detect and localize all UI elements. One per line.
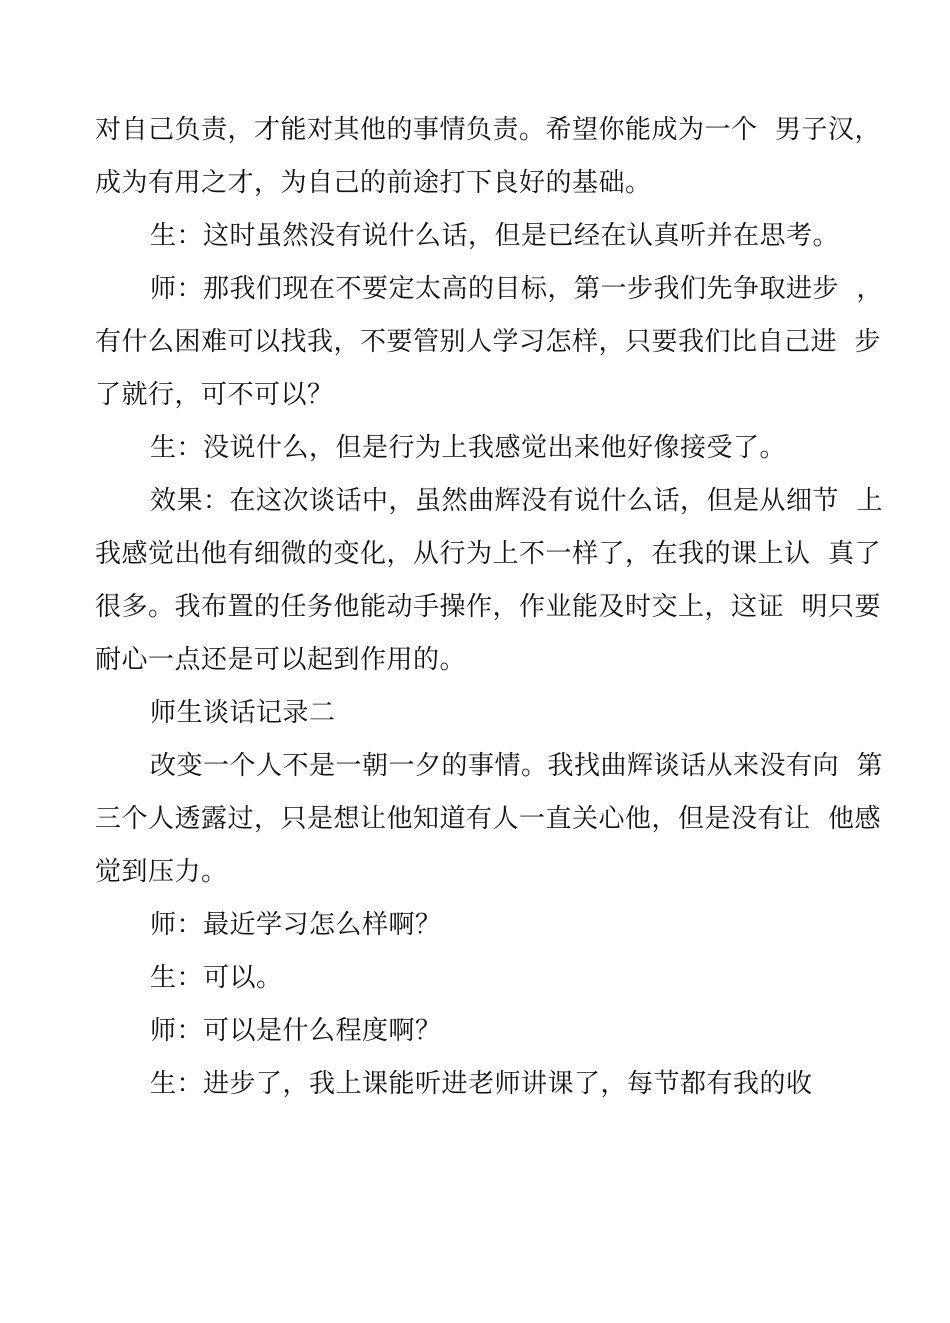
text-line-9: 我感觉出他有细微的变化，从行为上不一样了，在我的课上认 真了 <box>95 539 882 569</box>
text-line-14: 三个人透露过，只是想让他知道有人一直关心他，但是没有让 他感 <box>95 804 882 834</box>
text-line-5: 有什么困难可以找我，不要管别人学习怎样，只要我们比自己进 步 <box>95 327 882 357</box>
text-line-6: 了就行，可不可以？ <box>95 380 334 410</box>
text-line-3: 生：这时虽然没有说什么话，但是已经在认真听并在思考。 <box>150 221 840 251</box>
text-line-4: 师：那我们现在不要定太高的目标，第一步我们先争取进步 ， <box>150 274 884 304</box>
text-line-18: 师：可以是什么程度啊？ <box>150 1016 442 1046</box>
section-heading: 师生谈话记录二 <box>150 698 336 728</box>
text-line-17: 生：可以。 <box>150 963 283 993</box>
text-line-1: 对自己负责，才能对其他的事情负责。希望你能成为一个 男子汉， <box>95 115 882 145</box>
text-line-13: 改变一个人不是一朝一夕的事情。我找曲辉谈话从来没有向 第 <box>150 751 884 781</box>
text-line-7: 生：没说什么，但是行为上我感觉出来他好像接受了。 <box>150 433 787 463</box>
text-line-8: 效果：在这次谈话中，虽然曲辉没有说什么话，但是从细节 上 <box>150 486 884 516</box>
text-line-19: 生：进步了，我上课能听进老师讲课了，每节都有我的收 <box>150 1069 813 1099</box>
text-line-2: 成为有用之才，为自己的前途打下良好的基础。 <box>95 168 652 198</box>
text-line-16: 师：最近学习怎么样啊？ <box>150 910 442 940</box>
text-line-11: 耐心一点还是可以起到作用的。 <box>95 645 467 675</box>
text-line-10: 很多。我布置的任务他能动手操作，作业能及时交上，这证 明只要 <box>95 592 882 622</box>
document-body <box>95 104 884 1111</box>
text-line-15: 觉到压力。 <box>95 857 228 887</box>
